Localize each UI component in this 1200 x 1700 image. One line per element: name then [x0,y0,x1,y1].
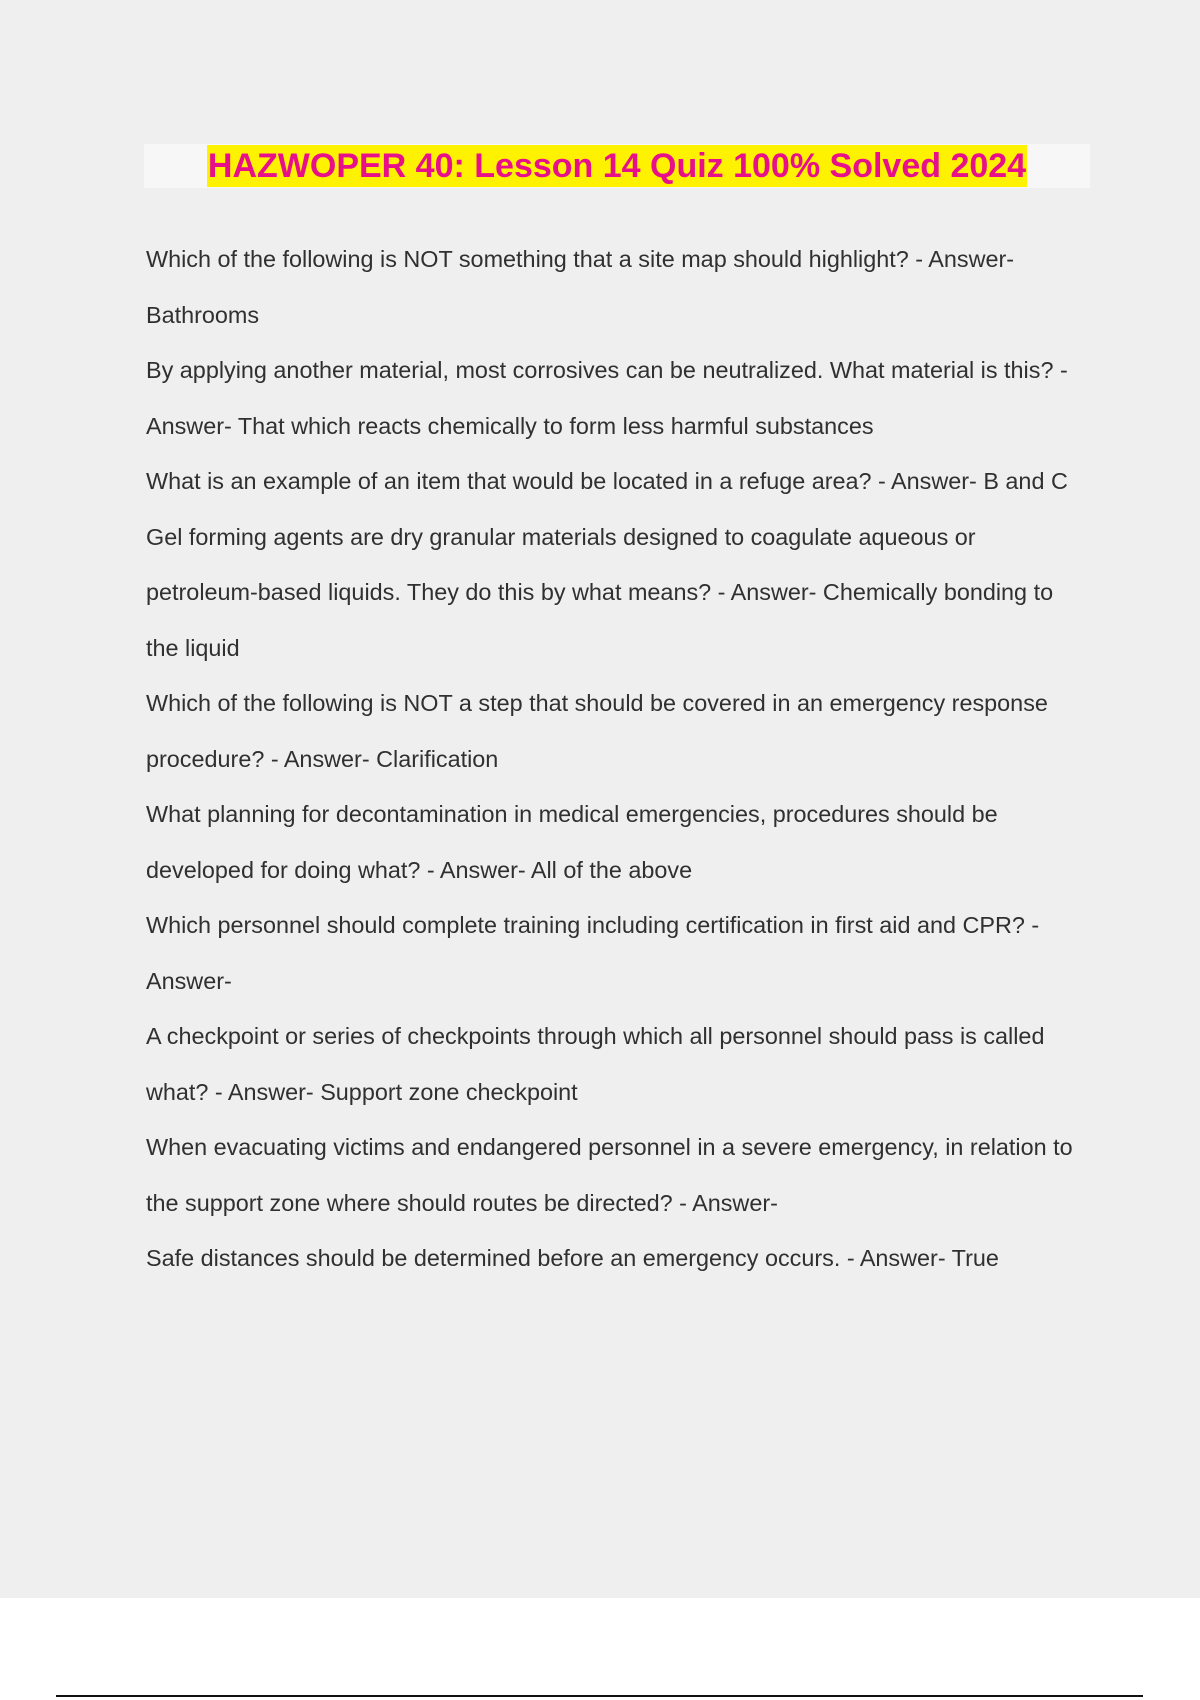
qa-list [146,232,1091,1287]
document-title: HAZWOPER 40: Lesson 14 Quiz 100% Solved 2024 [207,147,1027,185]
qa-entry-1: Which of the following is NOT something that a site map should highlight? - Answer- Bathrooms [146,246,1015,328]
qa-entry-10: Safe distances should be determined before an emergency occurs. - Answer- True [146,1245,999,1271]
title-band [144,144,1090,188]
qa-entry-8: A checkpoint or series of checkpoints through which all personnel should pass is called what? - Answer- Support zone checkpoint [146,1023,1045,1105]
qa-entry-4: Gel forming agents are dry granular materials designed to coagulate aqueous or petroleum-based liquids. They do this by what means? - Answer- Chemically bonding to the liquid [146,523,1054,661]
qa-entry-9: When evacuating victims and endangered personnel in a severe emergency, in relation to the support zone where should routes be directed? - Answer- [146,1134,1073,1216]
qa-entry-2: By applying another material, most corrosives can be neutralized. What material is this? - Answer- That which reacts chemically to form less harmful substances [146,357,1068,439]
qa-entry-7: Which personnel should complete training including certification in first aid and CPR? - Answer- [146,912,1040,994]
qa-entry-3: What is an example of an item that would be located in a refuge area? - Answer- B and C [146,468,1068,494]
qa-entry-6: What planning for decontamination in medical emergencies, procedures should be developed for doing what? - Answer- All of the above [146,801,998,883]
qa-entry-5: Which of the following is NOT a step that should be covered in an emergency response procedure? - Answer- Clarification [146,690,1048,772]
footer-rule [56,1695,1143,1697]
